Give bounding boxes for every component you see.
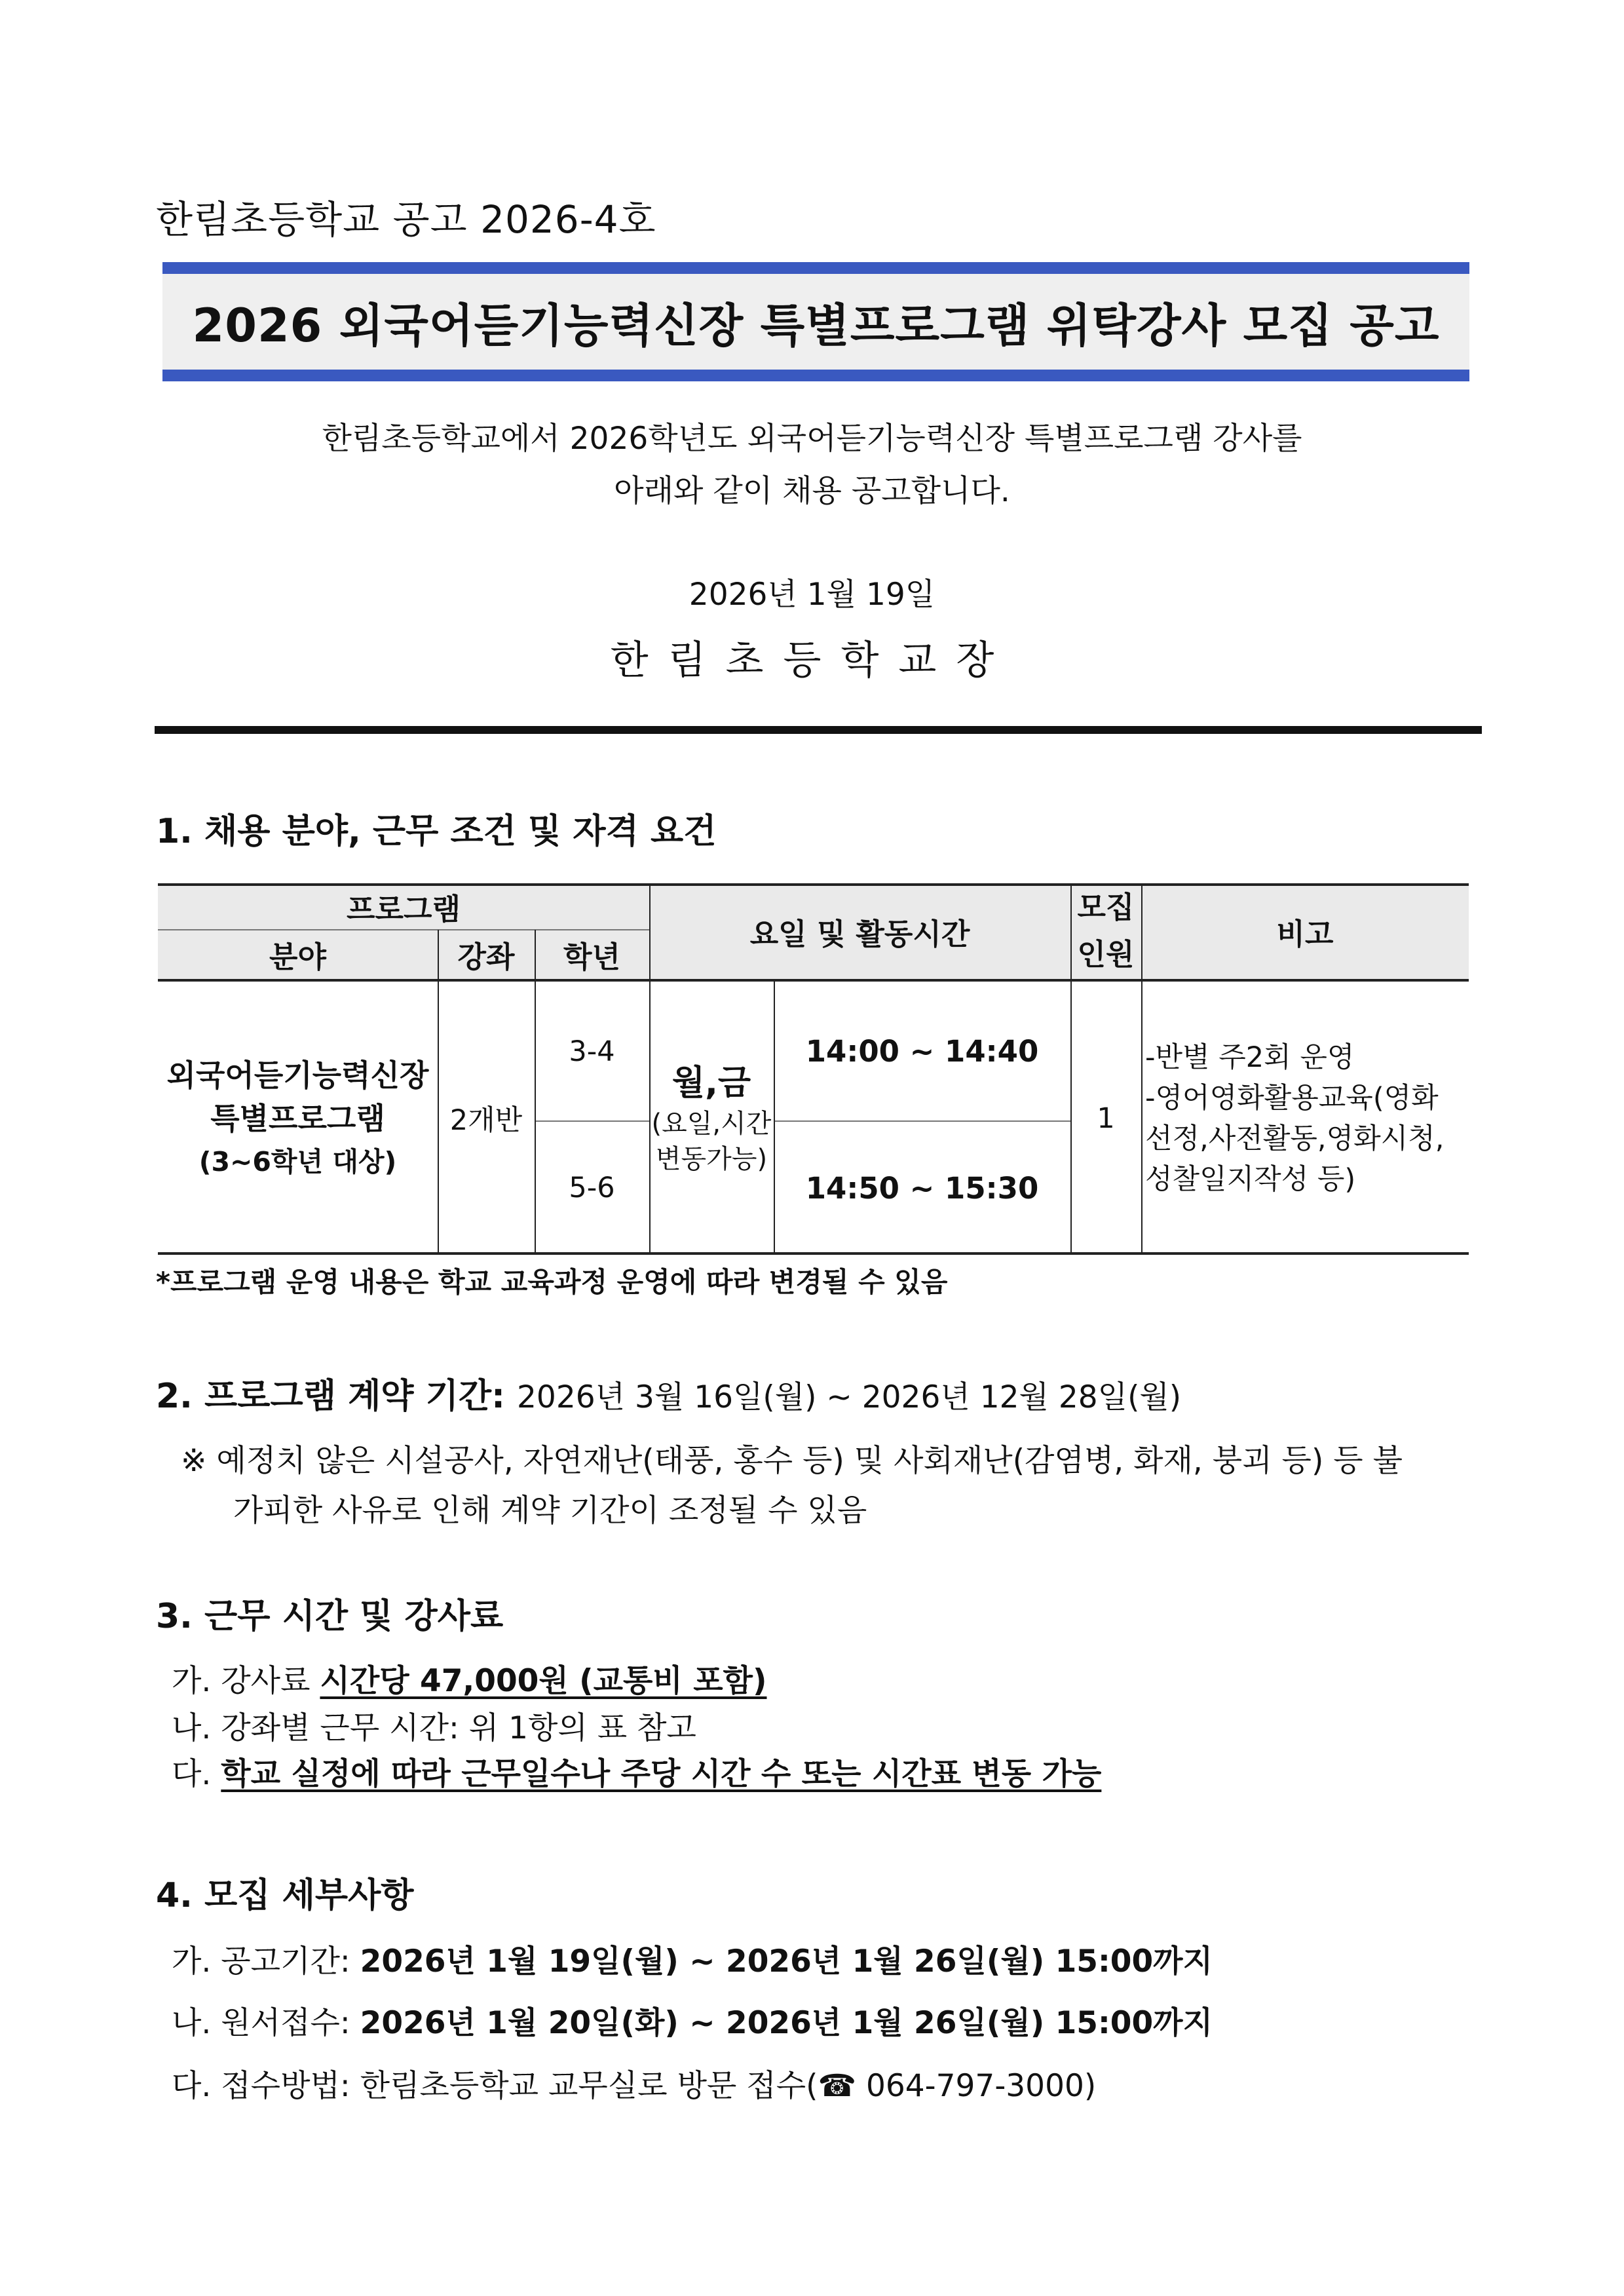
section2-note-2: 가피한 사유로 인해 계약 기간이 조정될 수 있음 bbox=[233, 1493, 867, 1529]
divider bbox=[155, 726, 1482, 734]
field-line-2: 특별프로그램 bbox=[210, 1100, 385, 1136]
section2-note-1: ※ 예정치 않은 시설공사, 자연재난(태풍, 홍수 등) 및 사회재난(감염병, 화재, 붕괴 등) 등 불 bbox=[181, 1443, 1403, 1479]
item-c-label: 다. bbox=[172, 1756, 221, 1792]
section3-item-c bbox=[172, 1750, 1101, 1793]
application-method: 다. 접수방법: 한림초등학교 교무실로 방문 접수( bbox=[172, 2068, 818, 2104]
section4-item-b bbox=[172, 1999, 1213, 2042]
section3-heading: 3. 근무 시간 및 강사료 bbox=[156, 1597, 504, 1636]
field-line-1: 외국어듣기능력신장 bbox=[166, 1057, 429, 1093]
fee-value: 시간당 47,000원 (교통비 포함) bbox=[320, 1663, 767, 1699]
schedule-change-note: 학교 실정에 따라 근무일수나 주당 시간 수 또는 시간표 변동 가능 bbox=[221, 1756, 1102, 1792]
notice-period-label: 가. 공고기간: bbox=[172, 1943, 360, 1980]
th-recruit bbox=[1070, 883, 1141, 979]
remark-1: -반별 주2회 운영 bbox=[1145, 1041, 1355, 1074]
days-note-1: (요일,시간 bbox=[651, 1108, 772, 1139]
title-banner bbox=[162, 262, 1469, 381]
days: 월,금 bbox=[671, 1063, 751, 1103]
section4-heading: 4. 모집 세부사항 bbox=[156, 1876, 414, 1915]
td-grade-a: 3-4 bbox=[569, 1035, 615, 1068]
th-program: 프로그램 bbox=[158, 883, 649, 930]
td-days bbox=[649, 982, 774, 1255]
recruitment-table bbox=[158, 883, 1469, 1255]
td-time-a: 14:00 ~ 14:40 bbox=[805, 1034, 1039, 1069]
th-recruit-2: 인원 bbox=[1077, 937, 1135, 972]
section4-item-c bbox=[172, 2061, 1096, 2105]
td-remark bbox=[1141, 982, 1469, 1255]
page-title: 2026 외국어듣기능력신장 특별프로그램 위탁강사 모집 공고 bbox=[192, 298, 1440, 353]
notice-number: 한림초등학교 공고 2026-4호 bbox=[156, 197, 656, 242]
fee-label: 가. 강사료 bbox=[172, 1663, 320, 1699]
th-field: 분야 bbox=[158, 930, 438, 979]
section1-heading: 1. 채용 분야, 근무 조건 및 자격 요건 bbox=[156, 812, 717, 851]
notice-date: 2026년 1월 19일 bbox=[689, 577, 935, 613]
td-field bbox=[158, 982, 438, 1255]
phone-number: 064-797-3000) bbox=[856, 2068, 1097, 2104]
section3-item-a bbox=[172, 1656, 766, 1700]
remark-3: 선정,사전활동,영화시청, bbox=[1145, 1122, 1445, 1155]
th-schedule: 요일 및 활동시간 bbox=[649, 883, 1070, 979]
th-course: 강좌 bbox=[438, 930, 535, 979]
td-course: 2개반 bbox=[449, 1104, 523, 1137]
intro-line-1: 한림초등학교에서 2026학년도 외국어듣기능력신장 특별프로그램 강사를 bbox=[322, 421, 1302, 457]
th-recruit-1: 모집 bbox=[1077, 890, 1135, 925]
application-period-label: 나. 원서접수: bbox=[172, 2005, 360, 2041]
section4-item-a bbox=[172, 1937, 1213, 1981]
application-period-value: 2026년 1월 20일(화) ~ 2026년 1월 26일(월) 15:00까지 bbox=[360, 2005, 1213, 2041]
field-line-3: (3~6학년 대상) bbox=[198, 1145, 397, 1177]
contract-period: 2026년 3월 16일(월) ~ 2026년 12월 28일(월) bbox=[517, 1379, 1182, 1415]
section3-item-b: 나. 강좌별 근무 시간: 위 1항의 표 참고 bbox=[172, 1710, 696, 1746]
phone-icon: ☎ bbox=[818, 2068, 856, 2104]
section2-heading-row bbox=[156, 1368, 1181, 1417]
th-grade: 학년 bbox=[535, 930, 649, 979]
table-footnote: *프로그램 운영 내용은 학교 교육과정 운영에 따라 변경될 수 있음 bbox=[156, 1266, 948, 1298]
remark-4: 성찰일지작성 등) bbox=[1145, 1162, 1356, 1196]
intro-line-2: 아래와 같이 채용 공고합니다. bbox=[614, 473, 1010, 509]
td-recruit: 1 bbox=[1097, 1101, 1115, 1135]
td-time-b: 14:50 ~ 15:30 bbox=[805, 1170, 1039, 1206]
td-grade-b: 5-6 bbox=[569, 1172, 615, 1204]
notice-period-value: 2026년 1월 19일(월) ~ 2026년 1월 26일(월) 15:00까지 bbox=[360, 1943, 1213, 1980]
principal-name: 한림초등학교장 bbox=[610, 638, 1014, 683]
days-note-2: 변동가능) bbox=[655, 1143, 768, 1174]
section2-heading: 2. 프로그램 계약 기간: bbox=[156, 1377, 505, 1416]
th-note: 비고 bbox=[1141, 883, 1469, 979]
remark-2: -영어영화활용교육(영화 bbox=[1145, 1081, 1439, 1115]
